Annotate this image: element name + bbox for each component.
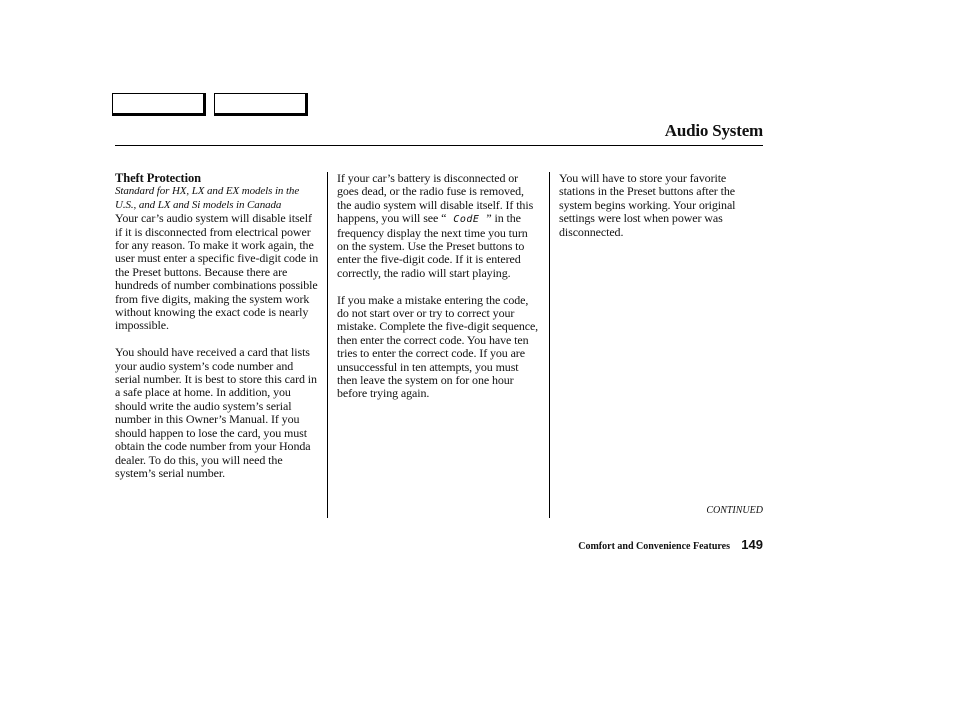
column-1	[115, 172, 321, 480]
column-divider-2	[549, 172, 550, 518]
nav-tab-box-2	[214, 93, 308, 116]
header-rule	[115, 145, 763, 146]
code-display-icon: CodE	[453, 214, 480, 226]
paragraph-code-card: You should have received a card that lists your audio system’s code number and serial number. It is best to store this card in a safe place at home. In addition, you should write the audio system’s serial number in this Owner’s Manual. If you should happen to lose the card, you must obtain the code number from your Honda dealer. To do this, you will need the system’s serial number.	[115, 345, 317, 480]
paragraph-battery-text-end: ” in the frequency display the next time you turn on the system. Use the Preset buttons to enter the five-digit code. If it is entered correctly, the radio will start playing.	[337, 211, 528, 280]
nav-tab-box-1	[112, 93, 206, 116]
paragraph-mistake-entry: If you make a mistake entering the code, do not start over or try to correct your mistake. Complete the five-digit sequence, then enter the correct code. You have ten tries to enter the correct code. If you are unsuccessful in ten attempts, you must then leave the system on for one hour before trying again.	[337, 292, 539, 401]
paragraph-battery-text-start: If your car’s battery is disconnected or goes dead, or the radio fuse is removed, the audio system will disable itself. If this happens, you will see “	[337, 171, 534, 226]
paragraph-battery-disconnect	[337, 172, 541, 280]
continued-label: CONTINUED	[706, 505, 763, 516]
model-availability-note: Standard for HX, LX and EX models in the U.S., and LX and Si models in Canada	[115, 185, 300, 211]
column-divider-1	[327, 172, 328, 518]
paragraph-store-presets: You will have to store your favorite stations in the Preset buttons after the system begins working. Your original settings were lost when power was disconnected.	[559, 171, 736, 239]
column-2	[337, 172, 541, 401]
page-title: Audio System	[664, 121, 763, 140]
paragraph-theft-intro: Your car’s audio system will disable itself if it is disconnected from electrical power for any reason. To make it work again, the user must enter a specific five-digit code in the Preset buttons. Because there are hundreds of number combinations possible from five digits, making the system work without knowing the exact code is nearly impossible.	[115, 211, 319, 333]
page-number: 149	[741, 537, 763, 552]
footer-section-name: Comfort and Convenience Features	[578, 541, 730, 552]
column-3	[559, 172, 763, 239]
section-heading: Theft Protection	[115, 171, 201, 185]
